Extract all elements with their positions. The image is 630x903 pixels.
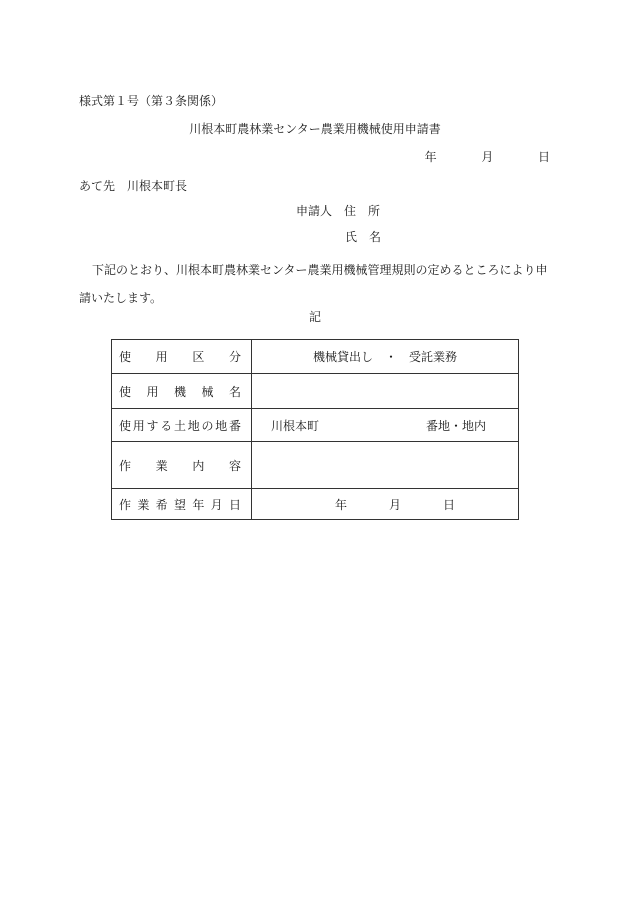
usage-category-value[interactable]: 機械貸出し ・ 受託業務 <box>252 340 519 374</box>
desired-date-label: 作業希望年月日 <box>112 489 252 520</box>
land-field[interactable] <box>252 409 519 442</box>
land-town: 川根本町 <box>271 418 320 433</box>
usage-category-label: 使用区分 <box>112 340 252 374</box>
date-day-label: 日 <box>537 150 550 164</box>
applicant-name-label: 氏 名 <box>345 230 382 244</box>
desired-year-label: 年 <box>334 497 347 512</box>
table-row <box>112 409 519 442</box>
addressee: あて先 川根本町長 <box>79 179 188 193</box>
desired-day-label: 日 <box>443 497 456 512</box>
table-row <box>112 340 519 374</box>
machine-name-label: 使用機械名 <box>112 374 252 409</box>
table-row <box>112 489 519 520</box>
desired-date-field[interactable] <box>252 489 519 520</box>
machine-name-field[interactable] <box>252 374 519 409</box>
date-line <box>425 151 550 163</box>
date-month-label: 月 <box>481 150 494 164</box>
work-content-label: 作業内容 <box>112 442 252 489</box>
table-row <box>112 374 519 409</box>
table-row <box>112 442 519 489</box>
ki-heading: 記 <box>308 310 321 324</box>
application-table <box>111 339 519 520</box>
body-text: 下記のとおり、川根本町農林業センター農業用機械管理規則の定めるところにより申請いたします。 <box>79 263 548 305</box>
work-content-field[interactable] <box>252 442 519 489</box>
form-number: 様式第１号（第３条関係） <box>79 94 224 108</box>
land-label: 使用する土地の地番 <box>112 409 252 442</box>
date-year-label: 年 <box>424 150 437 164</box>
land-suffix: 番地・地内 <box>425 418 486 433</box>
document-title: 川根本町農林業センター農業用機械使用申請書 <box>189 122 441 136</box>
desired-month-label: 月 <box>388 497 401 512</box>
applicant-address-label: 申請人 住 所 <box>296 204 381 218</box>
